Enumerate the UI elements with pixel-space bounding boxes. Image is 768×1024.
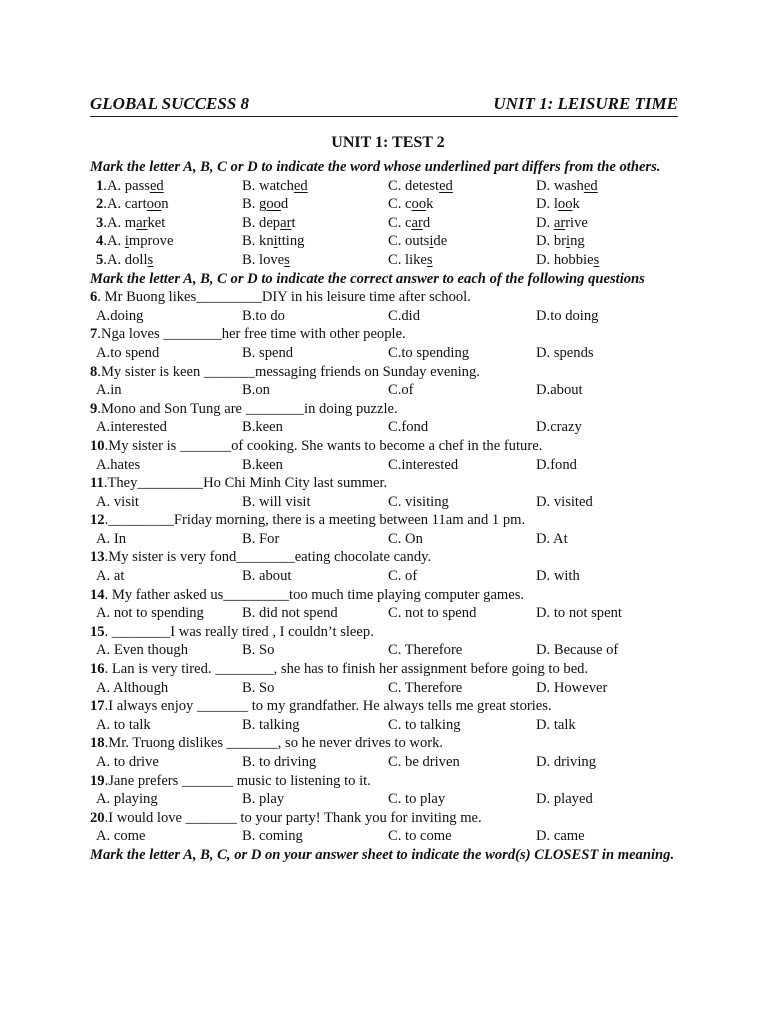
question-number: 2 — [96, 196, 104, 213]
question-number: 7 — [90, 326, 98, 343]
option: 4.A. improve — [96, 233, 174, 250]
question-number: 9 — [90, 400, 98, 417]
answer-options — [90, 716, 678, 735]
question-number: 13 — [90, 549, 105, 566]
answer-options — [90, 641, 678, 660]
underlined-part: ar — [136, 214, 148, 231]
answer-options — [90, 307, 678, 326]
option: B. watched — [242, 177, 308, 194]
question-number: 18 — [90, 735, 105, 752]
question-stem — [90, 288, 678, 307]
option: A. Even though — [96, 642, 189, 659]
question-text: .Mr. Truong dislikes _______, so he never drives to work. — [104, 735, 444, 752]
option: 2.A. cartoon — [96, 196, 169, 213]
option: 5.A. dolls — [96, 251, 154, 268]
pronunciation-row — [90, 232, 678, 251]
question-number: 6 — [90, 289, 98, 306]
option: A. Although — [96, 679, 169, 696]
option: C.did — [388, 307, 421, 324]
option: A.hates — [96, 456, 141, 473]
option: D. visited — [536, 493, 593, 510]
option: D. At — [536, 530, 568, 547]
option: D. washed — [536, 177, 598, 194]
option: D.about — [536, 382, 583, 399]
question-number: 8 — [90, 363, 98, 380]
underlined-part: oo — [266, 196, 281, 213]
underlined-part: i — [566, 233, 571, 250]
question-number: 14 — [90, 586, 105, 603]
question-text: .My sister is very fond________eating chocolate candy. — [104, 549, 432, 566]
option: A. at — [96, 568, 125, 585]
option: B. about — [242, 568, 292, 585]
question-text: .My sister is keen _______messaging friends on Sunday evening. — [97, 363, 480, 380]
question-stem — [90, 772, 678, 791]
question-text: .I always enjoy _______ to my grandfather. He always tells me great stories. — [104, 698, 552, 715]
underlined-part: i — [273, 233, 278, 250]
question-stem — [90, 734, 678, 753]
answer-options — [90, 679, 678, 698]
underlined-part: oo — [557, 196, 573, 213]
option: C. On — [388, 530, 423, 547]
option: B. play — [242, 791, 285, 808]
answer-options — [90, 530, 678, 549]
question-number: 19 — [90, 772, 105, 789]
option: A.doing — [96, 307, 144, 324]
option: C. be driven — [388, 754, 460, 770]
question-number: 1 — [96, 177, 104, 194]
question-number: 16 — [90, 661, 105, 678]
option: A. visit — [96, 493, 139, 510]
book-title: GLOBAL SUCCESS 8 — [90, 94, 250, 113]
option: B. did not spend — [242, 605, 338, 622]
grammar-section — [90, 288, 678, 846]
question-text: .Mono and Son Tung are ________in doing puzzle. — [97, 400, 398, 417]
question-stem — [90, 437, 678, 456]
option: A.in — [96, 382, 122, 399]
question-text: . Mr Buong likes_________DIY in his leisure time after school. — [97, 289, 471, 306]
option: D. driving — [536, 754, 596, 770]
question-stem — [90, 474, 678, 493]
underlined-part: ar — [553, 214, 566, 231]
option: B. to driving — [242, 754, 317, 770]
question-stem — [90, 325, 678, 344]
question-stem — [90, 363, 678, 382]
answer-options — [90, 381, 678, 400]
option: B.keen — [242, 419, 283, 436]
page-header — [90, 92, 678, 117]
question-text: . ________I was really tired , I couldn’t sleep. — [104, 623, 374, 640]
underlined-part: ar — [411, 214, 423, 231]
option: C. detested — [388, 177, 453, 194]
option: B. will visit — [242, 493, 311, 510]
option: B. spend — [242, 344, 294, 361]
question-number: 4 — [96, 233, 104, 250]
question-text: .My sister is _______of cooking. She wants to become a chef in the future. — [104, 437, 543, 454]
option: D. Because of — [536, 642, 619, 659]
option: C.of — [388, 382, 414, 399]
question-text: . My father asked us_________too much time playing computer games. — [104, 586, 525, 603]
option: D. arrive — [536, 214, 588, 231]
option: B. talking — [242, 716, 300, 733]
question-number: 10 — [90, 437, 105, 454]
option: C. cook — [388, 196, 434, 213]
question-stem — [90, 511, 678, 530]
question-text: ._________Friday morning, there is a meeting between 11am and 1 pm. — [104, 512, 526, 529]
underlined-part: s — [284, 251, 290, 268]
option: B. coming — [242, 828, 303, 845]
question-stem — [90, 623, 678, 642]
answer-options — [90, 604, 678, 623]
underlined-part: ed — [293, 177, 308, 194]
question-number: 5 — [96, 251, 104, 268]
option: C.fond — [388, 419, 429, 436]
option: D. came — [536, 828, 585, 845]
question-stem — [90, 809, 678, 828]
option: C. outside — [388, 233, 448, 250]
option: C. likes — [388, 251, 433, 268]
underlined-part: ed — [149, 177, 164, 194]
question-text: .They_________Ho Chi Minh City last summer. — [103, 475, 388, 492]
option: B.to do — [242, 307, 285, 324]
option: A. In — [96, 530, 126, 547]
option: 1.A. passed — [96, 177, 164, 194]
answer-options — [90, 827, 678, 846]
test-title: UNIT 1: TEST 2 — [331, 134, 445, 151]
option: D. bring — [536, 233, 585, 250]
instruction-grammar: Mark the letter A, B, C or D to indicate the correct answer to each of the following questions — [90, 270, 645, 287]
option: A. playing — [96, 791, 158, 808]
pronunciation-row — [90, 251, 678, 270]
option: C. to talking — [388, 716, 461, 733]
option: C. Therefore — [388, 642, 463, 659]
question-stem — [90, 400, 678, 419]
option: B. loves — [242, 251, 290, 268]
question-stem — [90, 697, 678, 716]
option: D. to not spent — [536, 605, 622, 622]
answer-options — [90, 418, 678, 437]
underlined-part: i — [124, 233, 129, 250]
option: B. depart — [242, 214, 296, 231]
question-stem — [90, 548, 678, 567]
option: D. played — [536, 791, 593, 808]
option: C. of — [388, 568, 418, 585]
underlined-part: s — [593, 251, 600, 268]
question-number: 15 — [90, 623, 105, 640]
option: A.interested — [96, 419, 167, 436]
option: A. not to spending — [96, 605, 204, 622]
question-number: 17 — [90, 698, 105, 715]
underlined-part: ar — [280, 214, 292, 231]
underlined-part: ed — [439, 177, 453, 194]
option: C. to come — [388, 828, 452, 845]
option: D. look — [536, 196, 580, 213]
underlined-part: oo — [146, 196, 162, 213]
option: D.fond — [536, 456, 577, 473]
option: B. For — [242, 530, 280, 547]
option: D. However — [536, 679, 608, 696]
option: A. to drive — [96, 754, 159, 770]
answer-options — [90, 456, 678, 475]
option: C. Therefore — [388, 679, 463, 696]
question-text: .I would love _______ to your party! Thank you for inviting me. — [104, 809, 482, 826]
option: D.to doing — [536, 307, 599, 324]
option: A.to spend — [96, 344, 160, 361]
question-stem — [90, 660, 678, 679]
option: D. talk — [536, 716, 576, 733]
option: 3.A. market — [96, 214, 166, 231]
option: A. to talk — [96, 716, 151, 733]
pronunciation-row — [90, 195, 678, 214]
option: D. spends — [536, 344, 594, 361]
option: C.to spending — [388, 344, 470, 361]
test-content — [90, 132, 678, 865]
option: B. So — [242, 642, 275, 659]
question-text: .Jane prefers _______ music to listening to it. — [104, 772, 371, 789]
option: B.on — [242, 382, 270, 399]
option: C. card — [388, 214, 431, 231]
underlined-part: i — [429, 233, 434, 250]
option: A. come — [96, 828, 146, 845]
question-stem — [90, 586, 678, 605]
option: B. knitting — [242, 233, 305, 250]
option: D.crazy — [536, 419, 582, 436]
option: B.keen — [242, 456, 283, 473]
pronunciation-section — [90, 177, 678, 270]
pronunciation-row — [90, 177, 678, 196]
question-text: .Nga loves ________her free time with other people. — [97, 326, 406, 343]
option: D. with — [536, 568, 580, 585]
answer-options — [90, 344, 678, 363]
answer-options — [90, 493, 678, 512]
answer-options — [90, 567, 678, 586]
question-number: 3 — [96, 214, 104, 231]
option: B. So — [242, 679, 275, 696]
underlined-part: oo — [411, 196, 427, 213]
unit-title: UNIT 1: LEISURE TIME — [493, 94, 678, 113]
question-number: 20 — [90, 809, 105, 826]
underlined-part: s — [426, 251, 433, 268]
question-number: 11 — [90, 475, 104, 492]
option: C. visiting — [388, 493, 449, 510]
pronunciation-row — [90, 214, 678, 233]
instruction-closest-meaning: Mark the letter A, B, C, or D on your answer sheet to indicate the word(s) CLOSEST in meaning. — [90, 846, 675, 863]
option: C. not to spend — [388, 605, 477, 622]
underlined-part: ed — [583, 177, 598, 194]
answer-options — [90, 790, 678, 809]
option: C.interested — [388, 456, 459, 473]
answer-options — [90, 753, 678, 772]
instruction-pronunciation: Mark the letter A, B, C or D to indicate the word whose underlined part differs from the others. — [90, 159, 661, 175]
option: D. hobbies — [536, 251, 600, 268]
underlined-part: s — [147, 251, 154, 268]
question-number: 12 — [90, 512, 105, 529]
option: C. to play — [388, 791, 446, 808]
question-text: . Lan is very tired. ________, she has to finish her assignment before going to bed. — [104, 661, 589, 678]
option: B. good — [242, 196, 289, 213]
